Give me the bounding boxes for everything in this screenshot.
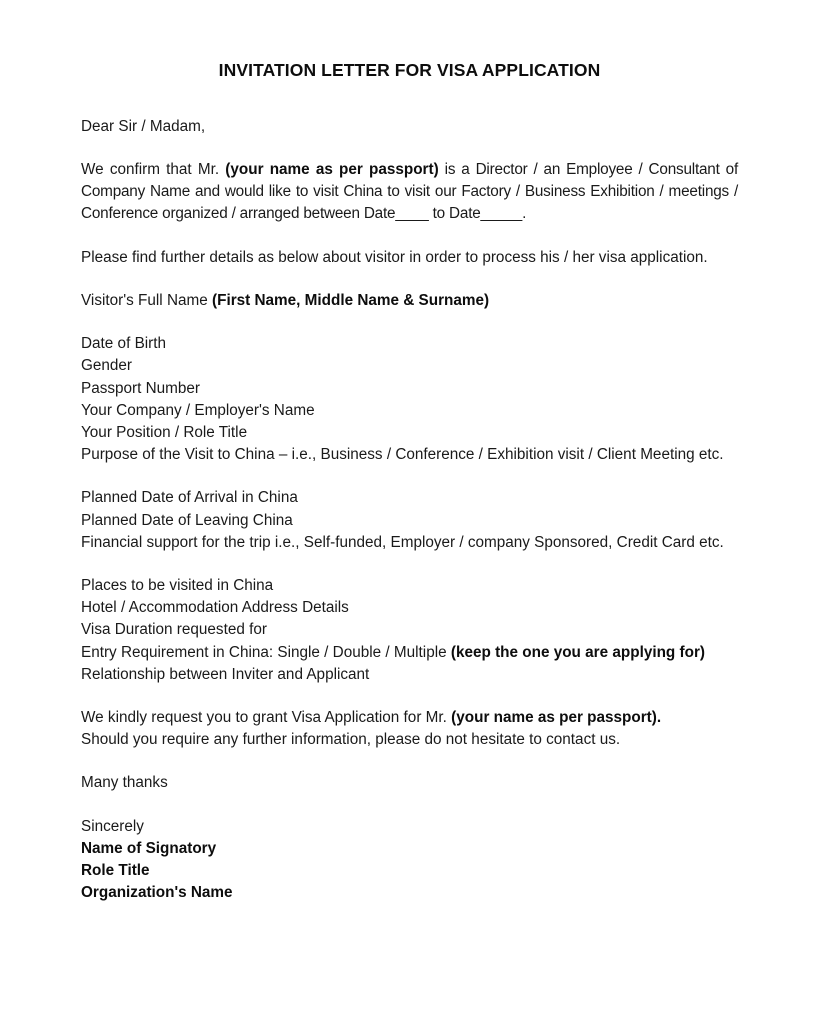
detail-line-position-role: Your Position / Role Title (81, 423, 248, 441)
closing-contact-line: Should you require any further information, please do not hesitate to contact us. (81, 731, 621, 749)
spacer (81, 795, 738, 816)
detail-line-departure-date: Planned Date of Leaving China (81, 511, 293, 529)
signatory-name: Name of Signatory (81, 839, 217, 857)
detail-line-company-name: Your Company / Employer's Name (81, 401, 315, 419)
letter-body (81, 60, 738, 904)
detail-line-arrival-date: Planned Date of Arrival in China (81, 489, 298, 507)
spacer (81, 226, 738, 247)
detail-line-purpose-of-visit: Purpose of the Visit to China – i.e., Business / Conference / Exhibition visit / Client Meeting etc. (81, 446, 724, 464)
detail-line-relationship: Relationship between Inviter and Applicant (81, 665, 370, 683)
spacer (81, 751, 738, 772)
stay-details-group (81, 575, 738, 686)
spacer (81, 686, 738, 707)
intro-text-part-1: We confirm that Mr. (81, 161, 226, 179)
closing-request-period: . (656, 708, 662, 726)
intro-paragraph (81, 159, 738, 226)
spacer (81, 312, 738, 333)
closing-request-part-1: We kindly request you to grant Visa Application for Mr. (81, 708, 452, 726)
detail-line-gender: Gender (81, 357, 133, 375)
many-thanks-line: Many thanks (81, 774, 168, 792)
spacer (81, 466, 738, 487)
detail-line-financial-support: Financial support for the trip i.e., Self-funded, Employer / company Sponsored, Credit Card etc. (81, 533, 724, 551)
entry-requirement-hint: (keep the one you are applying for) (450, 643, 705, 661)
salutation: Dear Sir / Madam, (81, 117, 206, 135)
intro-text-part-2: is a Director / an Employee / Consultant of Company Name and would like to visit China to visit our Factory / Business Exhibition / meetings / Conference organized / arranged between Date____ to Date_____. (81, 161, 739, 223)
signatory-organization: Organization's Name (81, 884, 233, 902)
closing-request-bold-passport-name: (your name as per passport) (451, 708, 657, 726)
spacer (81, 554, 738, 575)
spacer (81, 269, 738, 290)
detail-line-places-visited: Places to be visited in China (81, 576, 274, 594)
closing-request-group (81, 707, 738, 751)
details-request-paragraph: Please find further details as below about visitor in order to process his / her visa application. (81, 248, 708, 266)
personal-details-group (81, 333, 738, 466)
detail-line-visa-duration: Visa Duration requested for (81, 621, 267, 639)
travel-details-group (81, 487, 738, 554)
intro-bold-passport-name: (your name as per passport) (225, 161, 439, 179)
signatory-role-title: Role Title (81, 861, 150, 879)
detail-line-entry-requirement (81, 642, 738, 664)
closing-request-line (81, 707, 738, 729)
detail-line-date-of-birth: Date of Birth (81, 335, 167, 353)
detail-line-passport-number: Passport Number (81, 379, 201, 397)
signature-block (81, 816, 738, 905)
visitor-full-name-hint: (First Name, Middle Name & Surname) (212, 291, 490, 309)
page-title: INVITATION LETTER FOR VISA APPLICATION (218, 60, 601, 80)
spacer (81, 138, 738, 159)
visitor-full-name-label: Visitor's Full Name (81, 291, 212, 309)
sincerely-line: Sincerely (81, 817, 144, 835)
visitor-full-name-line (81, 290, 738, 312)
entry-requirement-label: Entry Requirement in China: Single / Double / Multiple (81, 643, 451, 661)
detail-line-hotel-address: Hotel / Accommodation Address Details (81, 599, 349, 617)
